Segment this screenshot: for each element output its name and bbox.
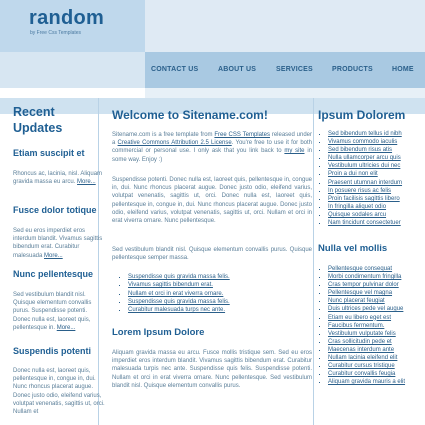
intro-text-3: . You're free to use it for both commercial or personal use. I only ask that you link back to <box>112 140 312 155</box>
logo-title[interactable]: random <box>29 7 105 29</box>
list-link[interactable]: ▪ Pellentesque consequat <box>328 265 405 273</box>
list-link[interactable]: ▪ Vivamus commodo iaculis <box>328 138 402 146</box>
sub-band-right <box>145 88 425 98</box>
list-link[interactable]: ▪ Curabitur cursus tristique <box>328 362 405 370</box>
more-link[interactable]: More... <box>44 252 63 259</box>
post-heading: Fusce dolor totique <box>13 205 97 215</box>
section-title: Lorem Ipsum Dolore <box>112 327 205 338</box>
free-css-templates-link[interactable]: Free CSS Templates <box>214 132 270 138</box>
welcome-title: Welcome to Sitename.com! <box>112 108 268 122</box>
my-site-link[interactable]: my site <box>284 148 305 155</box>
post-text-body: Sed eu eros imperdiet eros interdum blandit. Vivamus sagittis bibendum erat. Curabitur malesuada <box>13 228 103 259</box>
logo-area <box>0 0 145 52</box>
post-text <box>13 367 105 416</box>
list-link[interactable]: ▪ Morbi condimentum fringilla <box>328 273 405 281</box>
post-text-body: Donec nulla est, laoreet quis, pellentesque in, congue in, dui. Nunc rhoncus placerat augue. Donec justo odio, eleifend varius, volutpat venenatis, sagittis ut, orci. Nullam et <box>13 368 105 416</box>
list-link[interactable]: ▪ Vestibulum ultricies dui nec <box>328 162 402 170</box>
list-link[interactable]: ▪ Sed bibendum tellus id nibh <box>328 130 402 138</box>
nav-services[interactable]: SERVICES <box>276 66 313 73</box>
list-link[interactable]: ▪ Proin a dui non elit <box>328 170 402 178</box>
list-link[interactable]: ▪ Faucibus fermentum. <box>328 322 405 330</box>
right-sidebar <box>313 98 421 425</box>
list-link[interactable]: ▪ Maecenas interdum ante <box>328 346 405 354</box>
body-paragraph: Suspendisse potenti. Donec nulla est, laoreet quis, pellentesque in, congue in, dui. Nunc rhoncus placerat augue. Donec justo odio, eleifend varius, volutpat venenatis, sagittis ut, orci. Donec nulla est, laoreet quis, pellentesque in, congue in, dui. Nunc rhoncus placerat augue. Donec justo odio, eleifend varius, volutpat venenatis, sagittis ut, orci. Nullam et orci in erat viverra ornare. Nunc pellentesque. <box>112 177 312 225</box>
list-link[interactable]: ▪ Nullam lacinia eleifend elit <box>328 354 405 362</box>
post-text-body: Rhoncus ac, lacinia, nisl. Aliquam gravida massa eu arcu. <box>13 171 103 186</box>
post-heading: Nunc pellentesque <box>13 269 94 279</box>
nav-products[interactable]: PRODUCTS <box>332 66 373 73</box>
list-link[interactable]: ▪ Curabitur convallis feugia <box>328 370 405 378</box>
post-heading: Etiam suscipit et <box>13 148 85 158</box>
intro-paragraph <box>112 131 312 164</box>
recent-updates-title <box>13 104 103 136</box>
post-text <box>13 170 105 186</box>
link-list <box>128 273 230 314</box>
body-paragraph: Aliquam gravida massa eu arcu. Fusce mollis tristique sem. Sed eu eros imperdiet eros interdum blandit. Vivamus sagittis bibendum erat. Curabitur malesuada turpis nec ante. Suspendisse quis felis. Suspendisse potenti. Nullam et orci in erat viverra ornare. Nunc pellentesque. Sed vestibulum blandit nisl. Quisque elementum convallis purus. <box>112 350 312 389</box>
intro-text-4: in some way. Enjoy :) <box>112 148 312 163</box>
list-link[interactable]: ▪ Suspendisse quis gravida massa felis. <box>128 298 230 306</box>
right-link-list <box>328 130 402 227</box>
nav-home[interactable]: HOME <box>392 66 414 73</box>
post-text <box>13 227 105 260</box>
post-text <box>13 291 105 332</box>
list-link[interactable]: ▪ Curabitur malesuada turps nec ante. <box>128 306 230 314</box>
nav-contact-us[interactable]: CONTACT US <box>151 66 199 73</box>
nav-left-band <box>0 52 145 88</box>
body-paragraph: Sed vestibulum blandit nisl. Quisque elementum convallis purus. Quisque pellentesque semper massa. <box>112 247 312 262</box>
list-link[interactable]: ▪ Sed bibendum risus atis <box>328 146 402 154</box>
more-link[interactable]: More... <box>77 179 96 186</box>
nulla-vel-mollis-title: Nulla vel mollis <box>318 243 388 254</box>
list-link[interactable]: ▪ Cras tempor pulvinar dolor <box>328 281 405 289</box>
list-link[interactable]: ▪ Vestibulum vulputate felis <box>328 330 405 338</box>
ipsum-dolorem-title: Ipsum Dolorem <box>318 108 406 122</box>
license-link[interactable]: Creative Commons Attribution 2.5 License <box>117 140 232 147</box>
list-link[interactable]: ▪ In fringilla aliquet odio <box>328 203 402 211</box>
list-link[interactable]: ▪ Nullam et orci in erat viverra ornare. <box>128 290 230 298</box>
list-link[interactable]: ▪ Nulla ullamcorper arcu quis <box>328 154 402 162</box>
list-link[interactable]: ▪ Aliquam gravida mauris a elit <box>328 378 405 386</box>
more-link[interactable]: More... <box>56 324 76 331</box>
intro-text-1: Sitename.com is a free template from <box>112 132 215 138</box>
nav-about-us[interactable]: ABOUT US <box>218 66 257 73</box>
post-text-body: Sed vestibulum blandit nisl. Quisque elementum convallis purus. Suspendisse potenti. Donec nulla est, laoreet quis, pellentesque in. <box>13 292 92 331</box>
list-link[interactable]: ▪ Etiam eu libero eget est <box>328 314 405 322</box>
main-content <box>106 98 313 425</box>
list-link[interactable]: ▪ Pellentesque vel magna <box>328 289 405 297</box>
intro-text-2: released under a <box>112 132 313 147</box>
header-banner <box>145 0 425 52</box>
list-link[interactable]: ▪ In posuere risus ac felis <box>328 187 402 195</box>
list-link[interactable]: ▪ Cras sollicitudin pede et <box>328 338 405 346</box>
list-link[interactable]: ▪ Nam tincidunt consectetuer <box>328 219 402 227</box>
list-link[interactable]: ▪ Proin facilisis sagittis libero <box>328 195 402 203</box>
list-link[interactable]: ▪ Suspendisse quis gravida massa felis. <box>128 273 230 281</box>
recent-updates-title-line1: Recent <box>13 105 55 119</box>
post-heading: Suspendis potenti <box>13 346 92 356</box>
recent-updates-title-line2: Updates <box>13 121 63 135</box>
list-link[interactable]: ▪ Praesent utumnan interdum <box>328 179 402 187</box>
list-link[interactable]: ▪ Nunc placerat feugiat <box>328 297 405 305</box>
list-link[interactable]: ▪ Vivamus sagittis bibendum erat. <box>128 281 230 289</box>
left-sidebar <box>7 98 105 425</box>
list-link[interactable]: ▪ Quisque sodales arcu <box>328 211 402 219</box>
right-link-list <box>328 265 405 386</box>
list-link[interactable]: ▪ Duis ultrices pede vel augue <box>328 305 405 313</box>
logo-subtitle: by Free Css Templates <box>30 30 82 36</box>
